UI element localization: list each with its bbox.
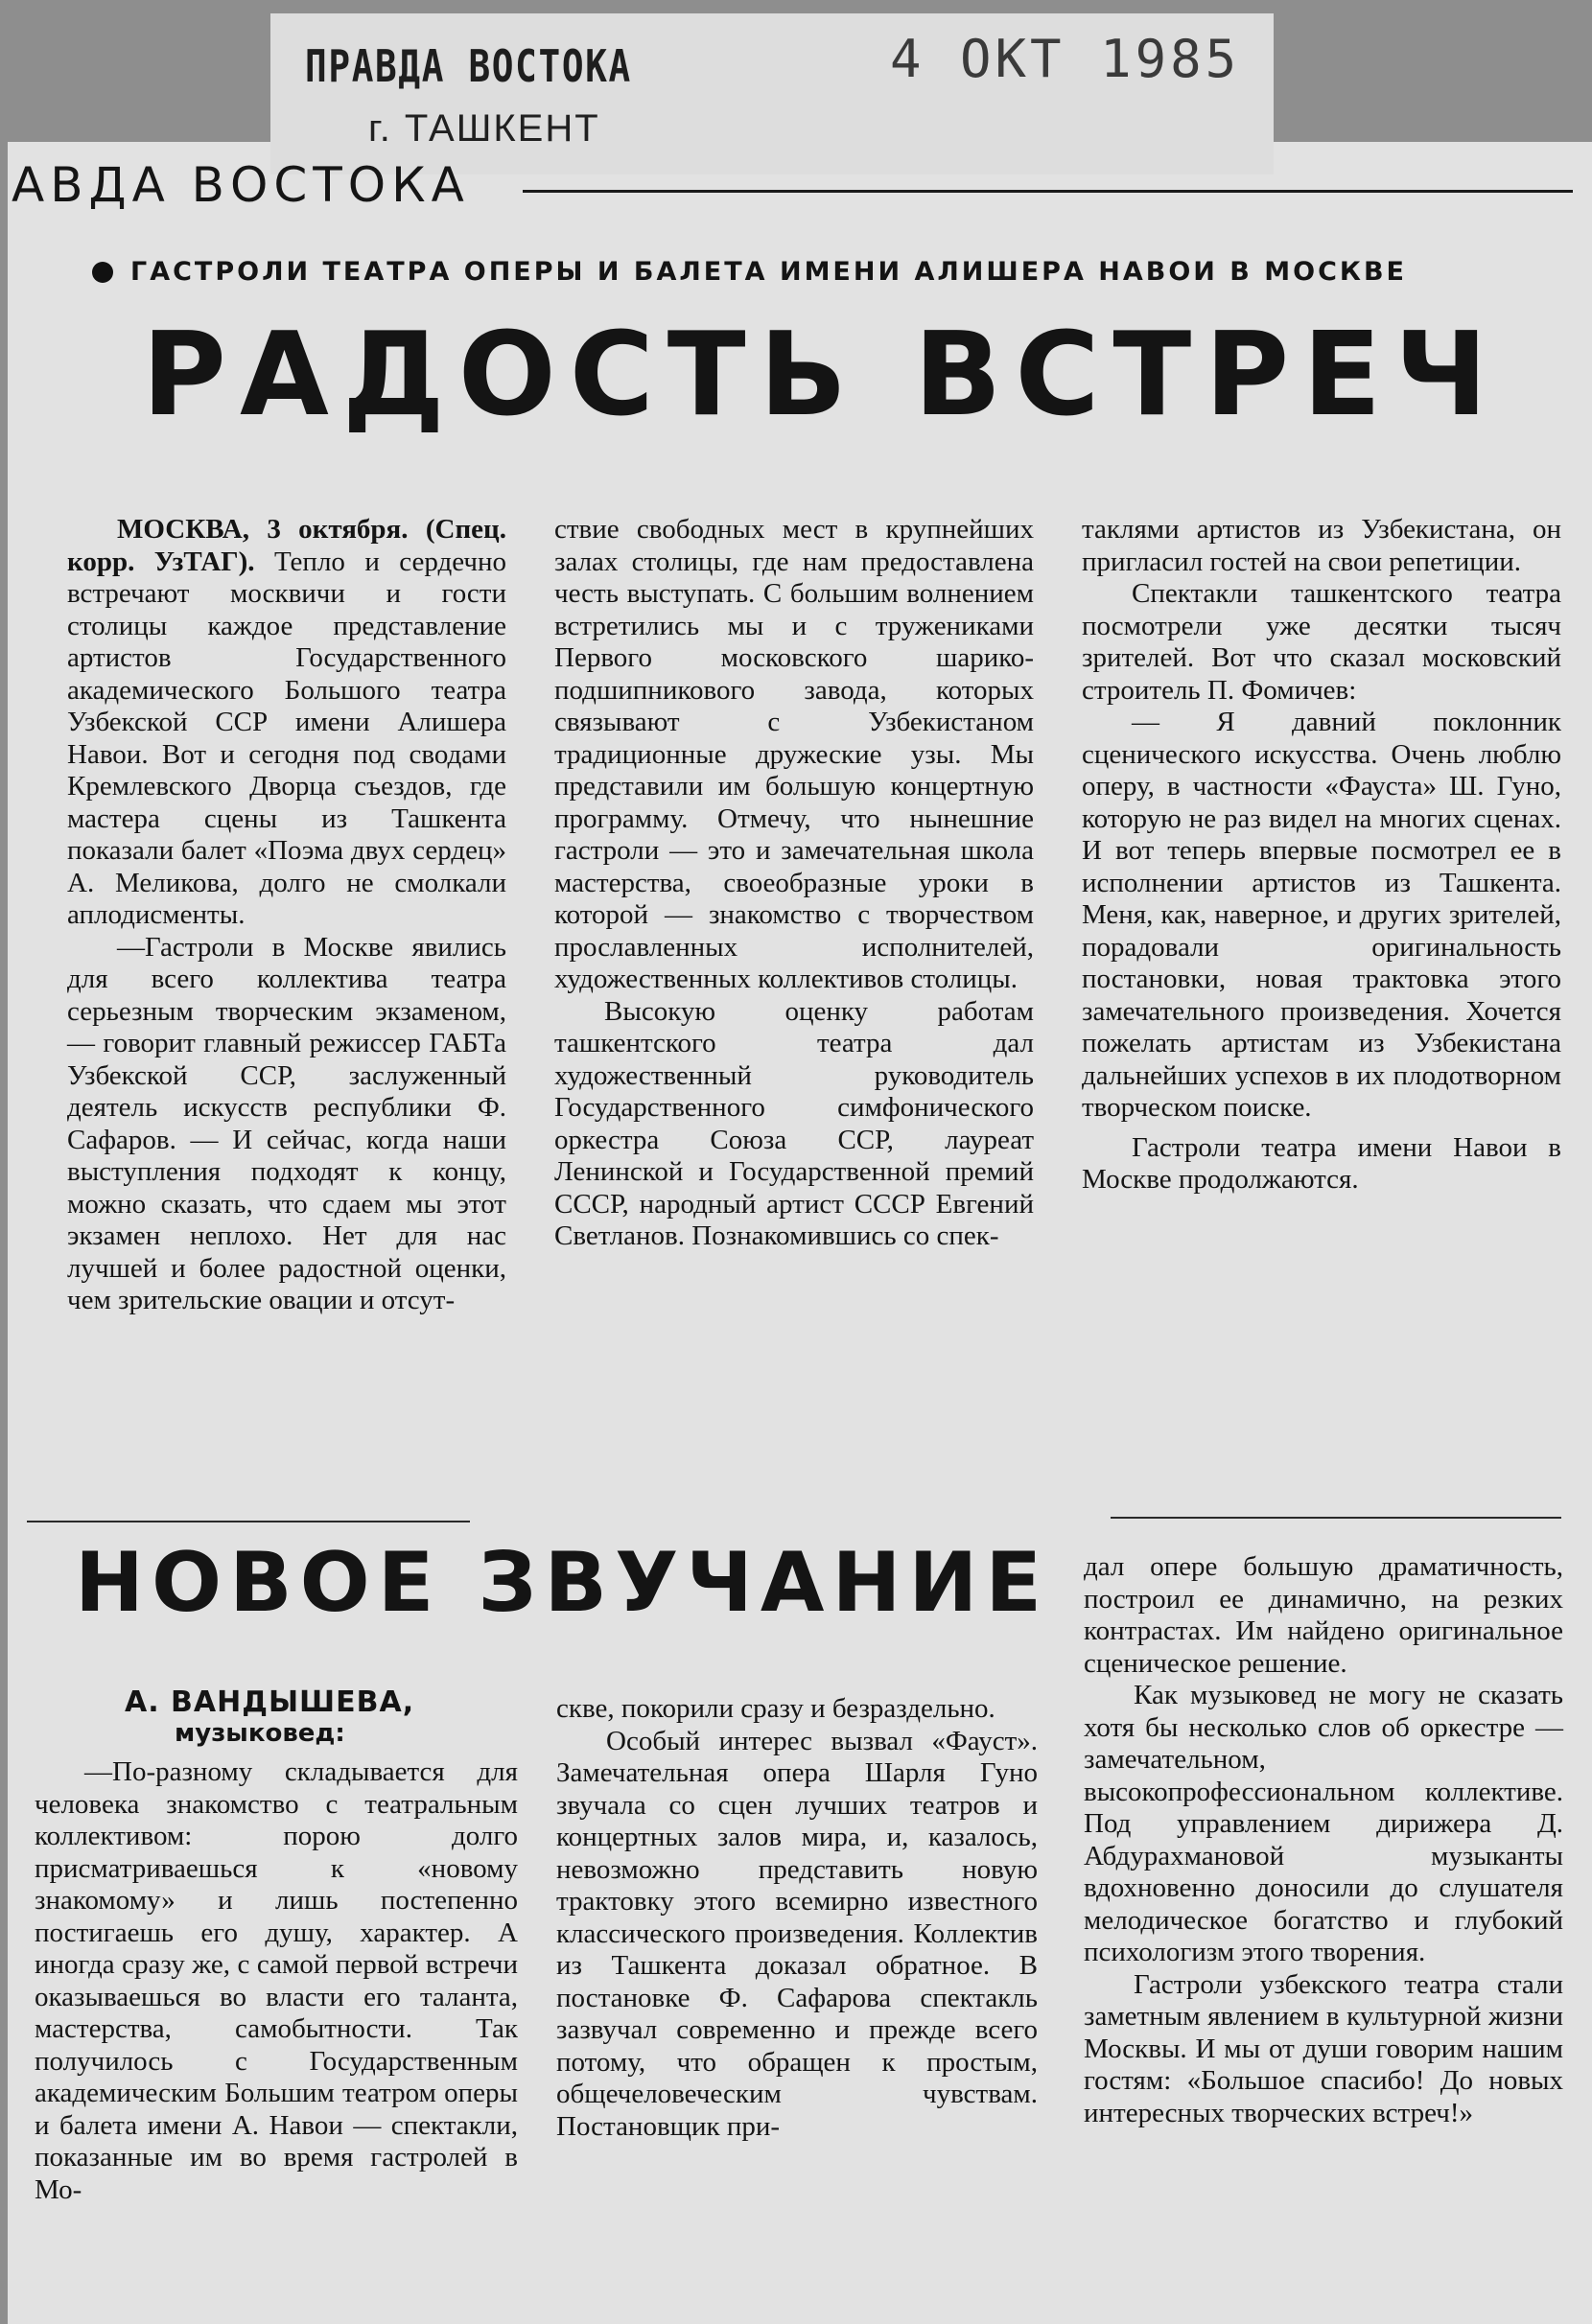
article2-paragraph: Гастроли узбекского театра стали заметным явлением в культурной жизни Москвы. И мы от души говорим нашим гостям: «Большое спасибо! До новых интересных творческих встреч!» — [1084, 1968, 1563, 2128]
stamp-newspaper-name: ПРАВДА ВОСТОКА — [305, 40, 632, 92]
article2-paragraph: Как музыковед не могу не сказать хотя бы несколько слов об оркестре — замечательном, высокопрофессиональном коллективе. Под управлением дирижера Д. Абдурахмановой музыканты вдохновенно доносили до слушателя мелодическое богатство и глубокий психологизм этого творения. — [1084, 1680, 1563, 1967]
article2-paragraph: дал опере большую драматичность, построил ее динамично, на резких контрастах. Им найдено оригинальное сценическое решение. — [1084, 1551, 1563, 1679]
article1-paragraph: таклями артистов из Узбекистана, он пригласил гостей на свои репетиции. — [1082, 514, 1561, 577]
article2-author: А. ВАНДЫШЕВА, — [125, 1685, 415, 1719]
article1-paragraph: Спектакли ташкентского театра посмотрели уже десятки тысяч зрителей. Вот что сказал московский строитель П. Фомичев: — [1082, 578, 1561, 706]
article1-paragraph: — Я давний поклонник сценического искусства. Очень люблю оперу, в частности «Фауста» Ш. Гуно, которую не раз видел на многих сценах. И вот теперь впервые посмотрел ее в исполнении артистов из Ташкента. Меня, как, наверное, и других зрителей, порадовали оригинальность постановки, новая трактовка этого замечательного произведения. Хочется пожелать артистам из Узбекистана дальнейших успехов в их плодотворном творческом поиске. — [1082, 707, 1561, 1123]
masthead-rule — [523, 190, 1573, 193]
stamp-date: 4 ОКТ 1985 — [890, 29, 1241, 89]
article1-paragraph: ствие свободных мест в крупнейших залах столицы, где нам предоставлена честь выступать. С большим волнением встретились мы и с тружениками Первого московского шарико-подшипникового завода, которых связывают с Узбекистаном традиционные дружеские узы. Мы представили им большую концертную программу. Отмечу, что нынешние гастроли — это и замечательная школа мастерства, своеобразные уроки в которой — знакомство с творчеством прославленных исполнителей, художественных коллективов столицы. — [554, 514, 1034, 994]
article2-author-role: музыковед: — [175, 1719, 345, 1748]
article2-column-1 — [35, 1756, 518, 2206]
rubric-line — [92, 257, 1407, 287]
article1-paragraph: —Гастроли в Москве явились для всего коллектива театра серьезным творческим экзаменом, — говорит главный режиссер ГАБТа Узбекской ССР, заслуженный деятель искусств республики Ф. Сафаров. — И сейчас, когда наши выступления подходят к концу, можно сказать, что сдаем мы этот экзамен неплохо. Нет для нас лучшей и более радостной оценки, чем зрительские овации и отсут- — [67, 931, 506, 1315]
article1-paragraph: Высокую оценку работам ташкентского театра дал художественный руководитель Государственного симфонического оркестра Союза ССР, лауреат Ленинской и Государственной премий СССР, народный артист СССР Евгений Светланов. Познакомившись со спек- — [554, 995, 1034, 1251]
masthead: АВДА ВОСТОКА — [12, 157, 470, 213]
article1-dateline: МОСКВА, 3 октября. (Спец. корр. УзТАГ). — [67, 514, 506, 577]
section-divider — [27, 1521, 470, 1522]
article1-column-1 — [67, 514, 506, 1317]
article2-column-2 — [556, 1693, 1038, 2143]
article1-paragraph: Гастроли театра имени Навои в Москве продолжаются. — [1082, 1131, 1561, 1195]
article1-column-3 — [1082, 514, 1561, 1197]
article2-paragraph: —По-разному складывается для человека знакомство с театральным коллективом: порою долго присматриваешься к «новому знакомому» и лишь постепенно постигаешь его душу, характер. А иногда сразу же, с самой первой встречи оказываешься во власти его таланта, мастерства, самобытности. Так получилось с Государственным академическим Большим театром оперы и балета имени А. Навои — спектакли, показанные им во время гастролей в Мо- — [35, 1756, 518, 2205]
section-divider — [1111, 1517, 1561, 1519]
stamp-city: г. ТАШКЕНТ — [368, 107, 600, 150]
article2-paragraph: скве, покорили сразу и безраздельно. — [556, 1693, 995, 1724]
article1-column-2 — [554, 514, 1034, 1253]
rubric: ГАСТРОЛИ ТЕАТРА ОПЕРЫ И БАЛЕТА ИМЕНИ АЛИШЕРА НАВОИ В МОСКВЕ — [130, 257, 1407, 287]
article1-paragraph: Тепло и сердечно встречают москвичи и гости столицы каждое представление артистов Государственного академического Большого театра Узбекской ССР имени Алишера Навои. Вот и сегодня под сводами Кремлевского Дворца съездов, где мастера сцены из Ташкента показали балет «Поэма двух сердец» А. Меликова, долго не смолкали аплодисменты. — [67, 546, 506, 930]
article2-column-3 — [1084, 1551, 1563, 2129]
article2-paragraph: Особый интерес вызвал «Фауст». Замечательная опера Шарля Гуно звучала со сцен лучших театров и концертных залов мира, и, казалось, невозможно представить новую трактовку этого всемирно известного классического произведения. Коллектив из Ташкента доказал обратное. В постановке Ф. Сафарова спектакль зазвучал современно и прежде всего потому, что обращен к простым, общечеловеческим чувствам. Постановщик при- — [556, 1725, 1038, 2142]
article1-headline: РАДОСТЬ ВСТРЕЧ — [142, 309, 1502, 442]
article2-headline: НОВОЕ ЗВУЧАНИЕ — [75, 1535, 1050, 1631]
bullet-icon — [92, 262, 113, 283]
